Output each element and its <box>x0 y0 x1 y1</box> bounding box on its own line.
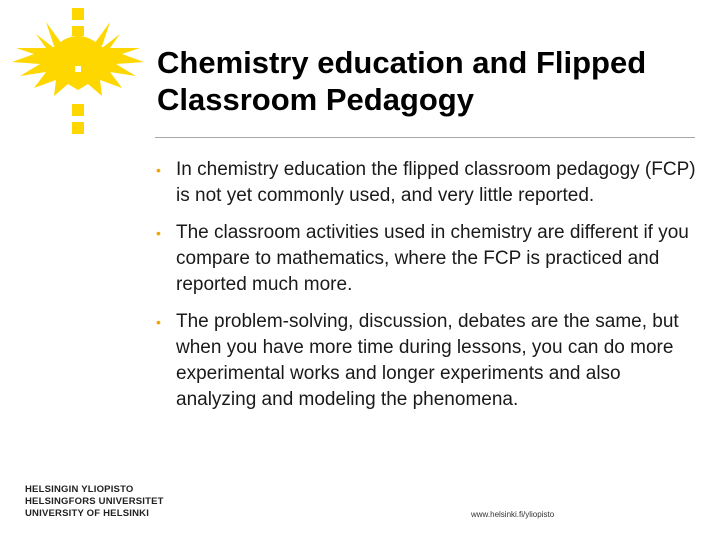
wordmark-swedish: HELSINGFORS UNIVERSITET <box>25 496 164 507</box>
bullet-text: In chemistry education the flipped classroom pedagogy (FCP) is not yet commonly used, and very little reported. <box>176 159 696 206</box>
title-divider <box>155 137 695 138</box>
bullet-marker-icon: • <box>156 314 161 330</box>
bullet-list <box>156 157 696 424</box>
footer-url: www.helsinki.fi/yliopisto <box>471 510 555 519</box>
bullet-text: The classroom activities used in chemistry are different if you compare to mathematics, where the FCP is practiced and reported much more. <box>176 222 689 295</box>
slide-title-line-1: Chemistry education and Flipped <box>157 45 647 80</box>
bullet-item <box>156 220 696 298</box>
bullet-marker-icon: • <box>156 225 161 241</box>
university-wordmark <box>25 484 164 520</box>
bullet-item <box>156 309 696 413</box>
bullet-text: The problem-solving, discussion, debates are the same, but when you have more time during lessons, you can do more experimental works and longer experiments and also analyzing and modeling the phenomena. <box>176 311 679 410</box>
slide-title-line-2: Classroom Pedagogy <box>157 82 474 117</box>
university-flame-logo-icon <box>6 4 152 144</box>
slide-title <box>157 44 702 118</box>
bullet-marker-icon: • <box>156 162 161 178</box>
bullet-item <box>156 157 696 209</box>
wordmark-english: UNIVERSITY OF HELSINKI <box>25 508 150 519</box>
wordmark-finnish: HELSINGIN YLIOPISTO <box>25 484 134 495</box>
